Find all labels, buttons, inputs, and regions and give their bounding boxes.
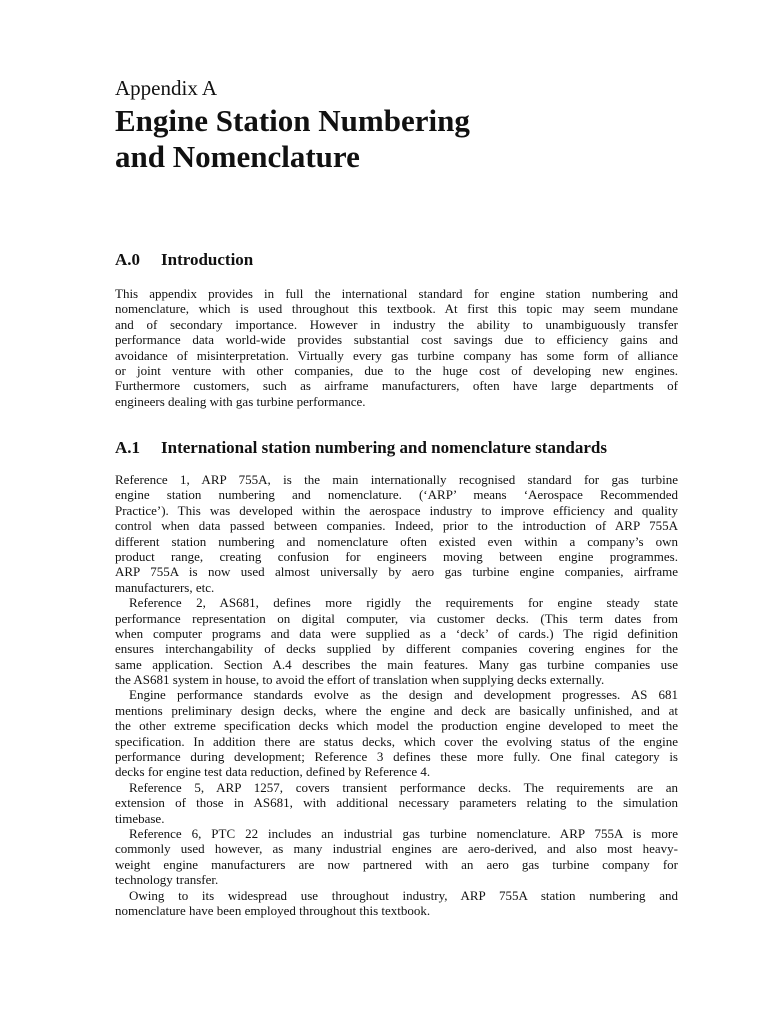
text-line: Reference 2, AS681, defines more rigidly the requirements for engine steady state	[129, 595, 678, 611]
text-line: product range, creating confusion for engineers moving between engine programmes.	[115, 548, 678, 564]
text-line: timebase.	[115, 810, 165, 826]
text-line: performance data world-wide provides substantial cost savings due to efficiency gains and	[115, 332, 678, 348]
text-line: Furthermore customers, such as airframe manufacturers, often have large departments of	[115, 378, 678, 394]
section-number: A.0	[115, 250, 141, 269]
text-line: avoidance of misinterpretation. Virtually every gas turbine company has some form of alliance	[115, 347, 678, 363]
section-heading-a0	[115, 250, 253, 270]
section-a0-body	[115, 286, 678, 409]
text-line: ARP 755A is now used almost universally by aero gas turbine engine companies, airframe	[115, 564, 678, 580]
section-a1-body	[115, 472, 678, 918]
text-line: manufacturers, etc.	[115, 579, 215, 595]
section-title: International station numbering and nomenclature standards	[161, 438, 607, 457]
text-line: engine station numbering and nomenclature. (‘ARP’ means ‘Aerospace Recommended	[115, 487, 678, 503]
text-line: Reference 5, ARP 1257, covers transient performance decks. The requirements are an	[129, 779, 678, 795]
text-line: performance representation on digital computer, via customer decks. (This term dates from	[115, 610, 678, 626]
text-line: and of secondary importance. However in industry the ability to unambiguously transfer	[115, 316, 678, 332]
text-line: nomenclature have been employed throughout this textbook.	[115, 902, 431, 918]
text-line: different station numbering and nomenclature often existed even within a company’s own	[115, 533, 678, 549]
chapter-title-line-2: and Nomenclature	[115, 139, 360, 174]
section-number: A.1	[115, 438, 141, 457]
text-line: or joint venture with other companies, due to the huge cost of developing new engines.	[115, 362, 678, 378]
text-line: Engine performance standards evolve as the design and development progresses. AS 681	[129, 687, 678, 703]
text-line: the AS681 system in house, to avoid the effort of translation when supplying decks externally.	[115, 672, 605, 688]
chapter-title-line-1: Engine Station Numbering	[115, 103, 470, 138]
text-line: Reference 6, PTC 22 includes an industrial gas turbine nomenclature. ARP 755A is more	[129, 825, 678, 841]
appendix-label: Appendix A	[115, 76, 218, 100]
section-heading-a1	[115, 438, 607, 458]
text-line: Owing to its widespread use throughout industry, ARP 755A station numbering and	[129, 887, 678, 903]
text-line: control when data passed between companies. Indeed, prior to the introduction of ARP 755A	[115, 518, 678, 534]
text-line: nomenclature, which is used throughout this textbook. At first this topic may seem mundane	[115, 301, 678, 317]
text-line: This appendix provides in full the international standard for engine station numbering and	[115, 286, 678, 301]
text-line: when computer programs and data were supplied as a ‘deck’ of cards.) The rigid definition	[115, 625, 678, 641]
text-line: specification. In addition there are status decks, which cover the evolving status of the engine	[115, 733, 678, 749]
section-title: Introduction	[161, 250, 254, 269]
text-line: engineers dealing with gas turbine performance.	[115, 393, 366, 409]
text-line: same application. Section A.4 describes the main features. Many gas turbine companies use	[115, 656, 678, 672]
text-line: weight engine manufacturers are now partnered with an aero gas turbine company for	[115, 856, 678, 872]
text-line: Reference 1, ARP 755A, is the main internationally recognised standard for gas turbine	[115, 472, 678, 487]
text-line: ensures interchangability of decks supplied by different companies covering engines for the	[115, 641, 678, 657]
text-line: performance during development; Reference 3 defines these more fully. One final category is	[115, 749, 678, 765]
text-line: Practice’). This was developed within the aerospace industry to improve efficiency and quality	[115, 502, 678, 518]
text-line: technology transfer.	[115, 872, 219, 888]
text-line: decks for engine test data reduction, defined by Reference 4.	[115, 764, 431, 780]
text-line: mentions preliminary design decks, where the engine and deck are basically unfinished, and at	[115, 702, 678, 718]
text-line: extension of those in AS681, with additional necessary parameters relating to the simulation	[115, 795, 678, 811]
chapter-title	[115, 103, 675, 175]
text-line: the other extreme specification decks which model the production engine developed to meet the	[115, 718, 678, 734]
text-line: commonly used however, as many industrial engines are aero-derived, and also most heavy-	[115, 841, 678, 857]
